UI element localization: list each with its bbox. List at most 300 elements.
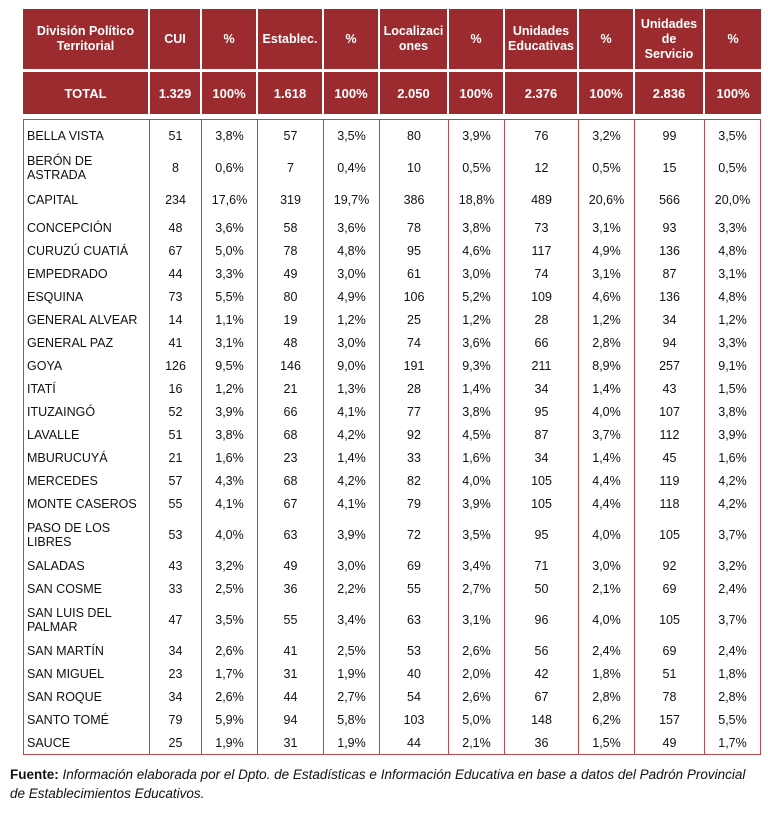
cell-unidades-educativas-pct: 2,8% xyxy=(579,685,635,708)
table-row xyxy=(23,492,761,515)
cell-localizaciones-pct: 1,6% xyxy=(449,446,505,469)
table-row xyxy=(23,554,761,577)
cell-cui: 73 xyxy=(150,285,202,308)
cell-localizaciones: 82 xyxy=(380,469,449,492)
cell-division-name: GENERAL PAZ xyxy=(23,331,150,354)
header-unidades-servicio-pct: % xyxy=(705,9,761,72)
cell-cui-pct: 0,6% xyxy=(202,152,258,184)
cell-cui-pct: 3,9% xyxy=(202,400,258,423)
cell-establec-pct: 3,0% xyxy=(324,554,380,577)
table-row xyxy=(23,731,761,755)
cell-establec: 23 xyxy=(258,446,324,469)
cell-unidades-educativas: 73 xyxy=(505,216,579,239)
cell-division-name: SAN COSME xyxy=(23,577,150,600)
cell-establec-pct: 1,4% xyxy=(324,446,380,469)
cell-division-name: BERÓN DE ASTRADA xyxy=(23,152,150,184)
cell-establec-pct: 1,9% xyxy=(324,662,380,685)
cell-localizaciones: 61 xyxy=(380,262,449,285)
cell-cui-pct: 5,5% xyxy=(202,285,258,308)
table-row xyxy=(23,285,761,308)
cell-cui: 25 xyxy=(150,731,202,755)
cell-localizaciones-pct: 4,0% xyxy=(449,469,505,492)
cell-localizaciones-pct: 3,4% xyxy=(449,554,505,577)
cell-localizaciones: 44 xyxy=(380,731,449,755)
cell-unidades-servicio-pct: 2,4% xyxy=(705,577,761,600)
cell-division-name: GOYA xyxy=(23,354,150,377)
cell-division-name: SANTO TOMÉ xyxy=(23,708,150,731)
cell-unidades-educativas-pct: 4,4% xyxy=(579,469,635,492)
cell-localizaciones-pct: 4,6% xyxy=(449,239,505,262)
cell-unidades-educativas: 489 xyxy=(505,184,579,216)
cell-unidades-servicio: 105 xyxy=(635,515,705,554)
cell-unidades-servicio: 78 xyxy=(635,685,705,708)
header-localizaciones: Localizaci ones xyxy=(380,9,449,72)
cell-establec: 319 xyxy=(258,184,324,216)
cell-cui: 33 xyxy=(150,577,202,600)
cell-division-name: ITATÍ xyxy=(23,377,150,400)
table-row xyxy=(23,685,761,708)
total-cui: 1.329 xyxy=(150,72,202,119)
cell-localizaciones: 69 xyxy=(380,554,449,577)
header-unidades-educativas: Unidades Educativas xyxy=(505,9,579,72)
source-label: Fuente: xyxy=(10,767,59,782)
cell-establec: 44 xyxy=(258,685,324,708)
table-row xyxy=(23,515,761,554)
cell-localizaciones: 40 xyxy=(380,662,449,685)
cell-cui-pct: 2,6% xyxy=(202,639,258,662)
cell-unidades-servicio: 99 xyxy=(635,119,705,152)
table-row xyxy=(23,152,761,184)
table-row xyxy=(23,400,761,423)
cell-division-name: SAN ROQUE xyxy=(23,685,150,708)
cell-establec: 49 xyxy=(258,554,324,577)
cell-division-name: SALADAS xyxy=(23,554,150,577)
cell-establec-pct: 3,4% xyxy=(324,600,380,639)
cell-localizaciones-pct: 9,3% xyxy=(449,354,505,377)
cell-localizaciones-pct: 3,8% xyxy=(449,216,505,239)
cell-unidades-servicio: 43 xyxy=(635,377,705,400)
cell-unidades-servicio: 136 xyxy=(635,285,705,308)
table-row xyxy=(23,662,761,685)
cell-cui: 16 xyxy=(150,377,202,400)
cell-localizaciones-pct: 1,2% xyxy=(449,308,505,331)
cell-localizaciones: 10 xyxy=(380,152,449,184)
cell-unidades-educativas-pct: 1,4% xyxy=(579,377,635,400)
table-row xyxy=(23,600,761,639)
cell-cui: 55 xyxy=(150,492,202,515)
statistics-table xyxy=(23,9,761,755)
cell-cui: 53 xyxy=(150,515,202,554)
cell-cui: 126 xyxy=(150,354,202,377)
cell-unidades-educativas: 117 xyxy=(505,239,579,262)
cell-unidades-educativas-pct: 3,2% xyxy=(579,119,635,152)
cell-cui-pct: 3,3% xyxy=(202,262,258,285)
cell-cui: 8 xyxy=(150,152,202,184)
cell-unidades-servicio: 257 xyxy=(635,354,705,377)
cell-unidades-servicio: 51 xyxy=(635,662,705,685)
cell-division-name: ESQUINA xyxy=(23,285,150,308)
cell-establec: 57 xyxy=(258,119,324,152)
cell-cui: 51 xyxy=(150,119,202,152)
cell-cui: 67 xyxy=(150,239,202,262)
cell-localizaciones-pct: 1,4% xyxy=(449,377,505,400)
cell-unidades-educativas-pct: 1,8% xyxy=(579,662,635,685)
cell-localizaciones-pct: 3,8% xyxy=(449,400,505,423)
cell-unidades-servicio: 566 xyxy=(635,184,705,216)
cell-unidades-educativas: 95 xyxy=(505,515,579,554)
cell-localizaciones: 79 xyxy=(380,492,449,515)
cell-establec-pct: 4,2% xyxy=(324,469,380,492)
cell-cui: 14 xyxy=(150,308,202,331)
cell-division-name: SAN MIGUEL xyxy=(23,662,150,685)
cell-unidades-educativas: 87 xyxy=(505,423,579,446)
cell-establec-pct: 2,7% xyxy=(324,685,380,708)
cell-unidades-educativas-pct: 4,6% xyxy=(579,285,635,308)
cell-unidades-educativas-pct: 4,0% xyxy=(579,400,635,423)
total-section xyxy=(23,72,761,119)
cell-division-name: MERCEDES xyxy=(23,469,150,492)
cell-unidades-educativas: 56 xyxy=(505,639,579,662)
cell-cui: 44 xyxy=(150,262,202,285)
cell-unidades-educativas: 50 xyxy=(505,577,579,600)
cell-unidades-educativas: 12 xyxy=(505,152,579,184)
cell-cui: 21 xyxy=(150,446,202,469)
cell-localizaciones: 25 xyxy=(380,308,449,331)
cell-cui: 234 xyxy=(150,184,202,216)
cell-establec-pct: 1,9% xyxy=(324,731,380,755)
cell-unidades-servicio: 136 xyxy=(635,239,705,262)
cell-unidades-educativas: 71 xyxy=(505,554,579,577)
cell-unidades-educativas-pct: 2,4% xyxy=(579,639,635,662)
cell-division-name: CONCEPCIÓN xyxy=(23,216,150,239)
cell-unidades-educativas-pct: 8,9% xyxy=(579,354,635,377)
cell-cui-pct: 3,6% xyxy=(202,216,258,239)
total-unidades-educativas-pct: 100% xyxy=(579,72,635,119)
header-localizaciones-pct: % xyxy=(449,9,505,72)
cell-unidades-educativas: 95 xyxy=(505,400,579,423)
total-establec: 1.618 xyxy=(258,72,324,119)
table-row xyxy=(23,184,761,216)
cell-unidades-educativas-pct: 3,7% xyxy=(579,423,635,446)
cell-division-name: PASO DE LOS LIBRES xyxy=(23,515,150,554)
cell-localizaciones: 77 xyxy=(380,400,449,423)
cell-localizaciones: 74 xyxy=(380,331,449,354)
cell-cui: 47 xyxy=(150,600,202,639)
cell-establec-pct: 3,0% xyxy=(324,331,380,354)
cell-establec-pct: 0,4% xyxy=(324,152,380,184)
cell-establec-pct: 4,1% xyxy=(324,492,380,515)
table-row xyxy=(23,331,761,354)
cell-division-name: MBURUCUYÁ xyxy=(23,446,150,469)
cell-localizaciones-pct: 2,7% xyxy=(449,577,505,600)
cell-localizaciones: 63 xyxy=(380,600,449,639)
cell-cui: 34 xyxy=(150,639,202,662)
cell-establec-pct: 5,8% xyxy=(324,708,380,731)
table-body xyxy=(23,119,761,755)
cell-cui-pct: 4,0% xyxy=(202,515,258,554)
cell-unidades-educativas: 105 xyxy=(505,492,579,515)
cell-unidades-educativas-pct: 3,1% xyxy=(579,262,635,285)
cell-unidades-educativas: 66 xyxy=(505,331,579,354)
total-label: TOTAL xyxy=(23,72,150,119)
cell-establec-pct: 2,5% xyxy=(324,639,380,662)
cell-localizaciones: 28 xyxy=(380,377,449,400)
source-text: Información elaborada por el Dpto. de Estadísticas e Información Educativa en base a datos del Padrón Provincial de Establecimientos Educativos. xyxy=(10,767,746,801)
cell-establec: 146 xyxy=(258,354,324,377)
total-cui-pct: 100% xyxy=(202,72,258,119)
cell-unidades-educativas: 67 xyxy=(505,685,579,708)
cell-establec: 55 xyxy=(258,600,324,639)
cell-unidades-educativas-pct: 2,8% xyxy=(579,331,635,354)
cell-establec-pct: 4,9% xyxy=(324,285,380,308)
cell-unidades-educativas-pct: 1,5% xyxy=(579,731,635,755)
cell-cui-pct: 4,1% xyxy=(202,492,258,515)
cell-unidades-servicio-pct: 4,8% xyxy=(705,285,761,308)
cell-cui: 41 xyxy=(150,331,202,354)
cell-unidades-servicio: 105 xyxy=(635,600,705,639)
cell-unidades-servicio-pct: 3,9% xyxy=(705,423,761,446)
cell-unidades-educativas: 211 xyxy=(505,354,579,377)
table-row xyxy=(23,262,761,285)
cell-unidades-servicio-pct: 1,8% xyxy=(705,662,761,685)
cell-unidades-servicio: 118 xyxy=(635,492,705,515)
cell-unidades-educativas: 109 xyxy=(505,285,579,308)
table-row xyxy=(23,708,761,731)
total-unidades-servicio: 2.836 xyxy=(635,72,705,119)
cell-unidades-educativas: 36 xyxy=(505,731,579,755)
cell-establec: 7 xyxy=(258,152,324,184)
cell-cui-pct: 1,6% xyxy=(202,446,258,469)
total-unidades-educativas: 2.376 xyxy=(505,72,579,119)
cell-establec-pct: 1,3% xyxy=(324,377,380,400)
cell-cui-pct: 2,6% xyxy=(202,685,258,708)
cell-unidades-servicio-pct: 0,5% xyxy=(705,152,761,184)
cell-unidades-servicio: 157 xyxy=(635,708,705,731)
cell-cui-pct: 3,8% xyxy=(202,423,258,446)
table-row xyxy=(23,423,761,446)
cell-unidades-servicio-pct: 3,7% xyxy=(705,515,761,554)
table-row xyxy=(23,446,761,469)
cell-cui-pct: 3,2% xyxy=(202,554,258,577)
header-cui-pct: % xyxy=(202,9,258,72)
cell-establec: 80 xyxy=(258,285,324,308)
cell-division-name: SAUCE xyxy=(23,731,150,755)
cell-unidades-servicio-pct: 1,7% xyxy=(705,731,761,755)
cell-cui-pct: 3,1% xyxy=(202,331,258,354)
cell-localizaciones: 54 xyxy=(380,685,449,708)
cell-cui: 57 xyxy=(150,469,202,492)
table-row xyxy=(23,308,761,331)
cell-unidades-educativas-pct: 4,0% xyxy=(579,515,635,554)
table-row xyxy=(23,639,761,662)
table-row xyxy=(23,354,761,377)
cell-division-name: EMPEDRADO xyxy=(23,262,150,285)
cell-division-name: CAPITAL xyxy=(23,184,150,216)
cell-localizaciones-pct: 5,0% xyxy=(449,708,505,731)
cell-establec-pct: 3,9% xyxy=(324,515,380,554)
cell-cui-pct: 1,2% xyxy=(202,377,258,400)
cell-establec-pct: 4,8% xyxy=(324,239,380,262)
cell-unidades-educativas: 34 xyxy=(505,446,579,469)
cell-localizaciones-pct: 5,2% xyxy=(449,285,505,308)
cell-establec: 31 xyxy=(258,662,324,685)
cell-localizaciones: 106 xyxy=(380,285,449,308)
cell-localizaciones: 53 xyxy=(380,639,449,662)
cell-cui: 79 xyxy=(150,708,202,731)
cell-establec: 48 xyxy=(258,331,324,354)
statistics-table-container xyxy=(23,9,751,755)
cell-cui-pct: 5,0% xyxy=(202,239,258,262)
cell-cui-pct: 2,5% xyxy=(202,577,258,600)
cell-establec: 68 xyxy=(258,423,324,446)
cell-establec: 68 xyxy=(258,469,324,492)
cell-localizaciones: 55 xyxy=(380,577,449,600)
cell-unidades-educativas: 148 xyxy=(505,708,579,731)
cell-unidades-servicio-pct: 3,3% xyxy=(705,216,761,239)
cell-establec: 94 xyxy=(258,708,324,731)
header-establec-pct: % xyxy=(324,9,380,72)
cell-unidades-servicio-pct: 4,2% xyxy=(705,469,761,492)
header-unidades-servicio: Unidades de Servicio xyxy=(635,9,705,72)
cell-cui-pct: 9,5% xyxy=(202,354,258,377)
cell-cui: 52 xyxy=(150,400,202,423)
header-division: División Político Territorial xyxy=(23,9,150,72)
table-row xyxy=(23,377,761,400)
cell-establec: 31 xyxy=(258,731,324,755)
total-row xyxy=(23,72,761,119)
table-header xyxy=(23,9,761,72)
table-row xyxy=(23,216,761,239)
cell-localizaciones-pct: 2,0% xyxy=(449,662,505,685)
cell-cui: 48 xyxy=(150,216,202,239)
cell-division-name: GENERAL ALVEAR xyxy=(23,308,150,331)
cell-cui-pct: 3,5% xyxy=(202,600,258,639)
cell-localizaciones: 103 xyxy=(380,708,449,731)
cell-establec: 78 xyxy=(258,239,324,262)
cell-unidades-educativas-pct: 4,9% xyxy=(579,239,635,262)
cell-unidades-educativas: 42 xyxy=(505,662,579,685)
cell-establec-pct: 3,0% xyxy=(324,262,380,285)
cell-establec-pct: 2,2% xyxy=(324,577,380,600)
cell-cui: 51 xyxy=(150,423,202,446)
cell-localizaciones: 33 xyxy=(380,446,449,469)
cell-division-name: SAN LUIS DEL PALMAR xyxy=(23,600,150,639)
header-establec: Establec. xyxy=(258,9,324,72)
cell-localizaciones-pct: 2,6% xyxy=(449,639,505,662)
cell-unidades-servicio-pct: 3,8% xyxy=(705,400,761,423)
cell-localizaciones-pct: 2,6% xyxy=(449,685,505,708)
cell-cui-pct: 5,9% xyxy=(202,708,258,731)
cell-establec: 66 xyxy=(258,400,324,423)
cell-unidades-servicio: 94 xyxy=(635,331,705,354)
cell-unidades-servicio: 69 xyxy=(635,577,705,600)
cell-unidades-servicio: 112 xyxy=(635,423,705,446)
cell-unidades-educativas: 34 xyxy=(505,377,579,400)
cell-cui-pct: 1,9% xyxy=(202,731,258,755)
cell-establec-pct: 9,0% xyxy=(324,354,380,377)
cell-cui: 34 xyxy=(150,685,202,708)
cell-localizaciones-pct: 3,5% xyxy=(449,515,505,554)
cell-unidades-educativas-pct: 6,2% xyxy=(579,708,635,731)
cell-unidades-servicio-pct: 9,1% xyxy=(705,354,761,377)
cell-unidades-educativas-pct: 2,1% xyxy=(579,577,635,600)
cell-unidades-servicio: 119 xyxy=(635,469,705,492)
cell-unidades-servicio: 34 xyxy=(635,308,705,331)
cell-establec: 36 xyxy=(258,577,324,600)
cell-unidades-servicio-pct: 4,8% xyxy=(705,239,761,262)
cell-establec: 19 xyxy=(258,308,324,331)
cell-unidades-servicio-pct: 3,5% xyxy=(705,119,761,152)
cell-unidades-servicio-pct: 1,2% xyxy=(705,308,761,331)
cell-unidades-servicio-pct: 4,2% xyxy=(705,492,761,515)
cell-establec: 41 xyxy=(258,639,324,662)
cell-localizaciones-pct: 2,1% xyxy=(449,731,505,755)
cell-localizaciones: 78 xyxy=(380,216,449,239)
cell-cui-pct: 1,7% xyxy=(202,662,258,685)
cell-unidades-educativas: 76 xyxy=(505,119,579,152)
cell-unidades-servicio: 107 xyxy=(635,400,705,423)
total-localizaciones-pct: 100% xyxy=(449,72,505,119)
cell-unidades-servicio-pct: 1,6% xyxy=(705,446,761,469)
cell-localizaciones: 80 xyxy=(380,119,449,152)
cell-unidades-educativas: 105 xyxy=(505,469,579,492)
cell-unidades-educativas-pct: 20,6% xyxy=(579,184,635,216)
cell-establec: 21 xyxy=(258,377,324,400)
cell-division-name: LAVALLE xyxy=(23,423,150,446)
cell-cui-pct: 4,3% xyxy=(202,469,258,492)
cell-unidades-servicio: 69 xyxy=(635,639,705,662)
table-row xyxy=(23,119,761,152)
cell-localizaciones-pct: 3,9% xyxy=(449,119,505,152)
table-row xyxy=(23,239,761,262)
cell-unidades-educativas: 74 xyxy=(505,262,579,285)
total-unidades-servicio-pct: 100% xyxy=(705,72,761,119)
cell-localizaciones: 92 xyxy=(380,423,449,446)
cell-establec-pct: 1,2% xyxy=(324,308,380,331)
cell-localizaciones-pct: 3,0% xyxy=(449,262,505,285)
cell-localizaciones-pct: 3,6% xyxy=(449,331,505,354)
table-row xyxy=(23,469,761,492)
cell-unidades-servicio-pct: 3,1% xyxy=(705,262,761,285)
table-row xyxy=(23,577,761,600)
cell-establec-pct: 3,5% xyxy=(324,119,380,152)
cell-unidades-servicio: 87 xyxy=(635,262,705,285)
source-note xyxy=(10,765,750,803)
cell-unidades-servicio: 15 xyxy=(635,152,705,184)
cell-establec-pct: 19,7% xyxy=(324,184,380,216)
header-unidades-educativas-pct: % xyxy=(579,9,635,72)
cell-localizaciones: 72 xyxy=(380,515,449,554)
cell-division-name: CURUZÚ CUATIÁ xyxy=(23,239,150,262)
cell-establec-pct: 3,6% xyxy=(324,216,380,239)
cell-unidades-servicio-pct: 2,4% xyxy=(705,639,761,662)
cell-unidades-servicio: 45 xyxy=(635,446,705,469)
cell-cui-pct: 1,1% xyxy=(202,308,258,331)
cell-unidades-servicio: 93 xyxy=(635,216,705,239)
cell-division-name: MONTE CASEROS xyxy=(23,492,150,515)
cell-cui: 43 xyxy=(150,554,202,577)
cell-localizaciones: 386 xyxy=(380,184,449,216)
cell-unidades-servicio-pct: 3,7% xyxy=(705,600,761,639)
cell-cui-pct: 17,6% xyxy=(202,184,258,216)
cell-unidades-educativas-pct: 0,5% xyxy=(579,152,635,184)
cell-unidades-educativas-pct: 3,0% xyxy=(579,554,635,577)
cell-establec: 63 xyxy=(258,515,324,554)
cell-unidades-educativas-pct: 1,4% xyxy=(579,446,635,469)
cell-establec: 49 xyxy=(258,262,324,285)
cell-localizaciones: 191 xyxy=(380,354,449,377)
cell-unidades-servicio-pct: 20,0% xyxy=(705,184,761,216)
